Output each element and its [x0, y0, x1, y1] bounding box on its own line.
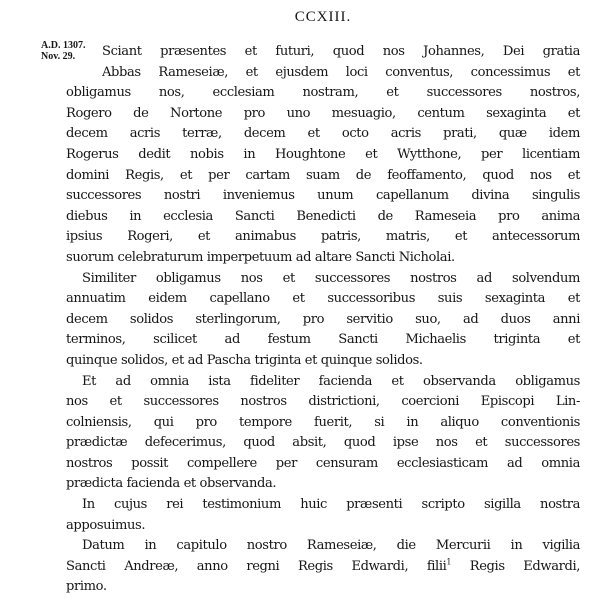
text-segment: Sancti Andreæ, anno regni Regis Edwardi, filii — [66, 558, 447, 574]
text-line: terminos, scilicet ad festum Sancti Michaelis triginta et — [66, 332, 580, 348]
text-line: annuatim eidem capellano et successoribus suis sexaginta et — [66, 291, 580, 307]
text-line: Similiter obligamus nos et successores nostros ad solvendum — [82, 270, 580, 286]
text-line: Datum in capitulo nostro Rameseiæ, die Mercurii in vigilia — [82, 538, 580, 554]
charter-number-heading: CCXIII. — [294, 9, 352, 25]
charter-text — [66, 42, 580, 598]
text-line: nostros possit compellere per censuram ecclesiasticam ad omnia — [66, 455, 580, 471]
text-line: domini Regis, et per cartam suam de feoffamento, quod nos et — [66, 167, 580, 183]
text-line: decem acris terræ, decem et octo acris prati, quæ idem — [66, 126, 580, 142]
text-line: diebus in ecclesia Sancti Benedicti de Rameseia pro anima — [66, 208, 580, 224]
text-line: prædictæ defecerimus, quod absit, quod ipse nos et successores — [66, 435, 580, 451]
text-line: ipsius Rogeri, et animabus patris, matris, et antecessorum — [66, 229, 580, 245]
text-line: suorum celebraturum imperpetuum ad altare Sancti Nicholai. — [66, 249, 455, 265]
text-line: Abbas Rameseiæ, et ejusdem loci conventus, concessimus et — [102, 64, 580, 80]
text-line: Rogerus dedit nobis in Houghtone et Wytthone, per licentiam — [66, 146, 580, 162]
text-line: colniensis, qui pro tempore fuerit, si in aliquo conventionis — [66, 414, 580, 430]
text-line: prædicta facienda et observanda. — [66, 476, 277, 492]
text-line: obligamus nos, ecclesiam nostram, et successores nostros, — [66, 85, 580, 101]
text-line: primo. — [66, 579, 107, 595]
text-line: Sciant præsentes et futuri, quod nos Johannes, Dei gratia — [102, 44, 580, 59]
footnote-marker: 1 — [446, 557, 452, 567]
text-line: decem solidos sterlingorum, pro servitio suo, ad duos anni — [66, 311, 580, 327]
text-line: Rogero de Nortone pro uno mesuagio, centum sexaginta et — [66, 105, 580, 121]
text-line: successores nostri inveniemus unum capellanum divina singulis — [66, 188, 580, 204]
text-line: apposuimus. — [66, 517, 146, 533]
margin-day: Nov. 29. — [41, 51, 76, 62]
text-line-with-footnote — [66, 557, 580, 578]
text-line: quinque solidos, et ad Pascha triginta et quinque solidos. — [66, 352, 423, 368]
text-segment: Regis Edwardi, — [451, 558, 580, 574]
margin-year: A.D. 1307. — [41, 40, 86, 51]
text-line: In cujus rei testimonium huic præsenti scripto sigilla nostra — [82, 497, 580, 513]
text-line: nos et successores nostros districtioni, coercioni Episcopi Lin- — [66, 394, 580, 410]
text-line: Et ad omnia ista fideliter facienda et observanda obligamus — [82, 373, 580, 389]
